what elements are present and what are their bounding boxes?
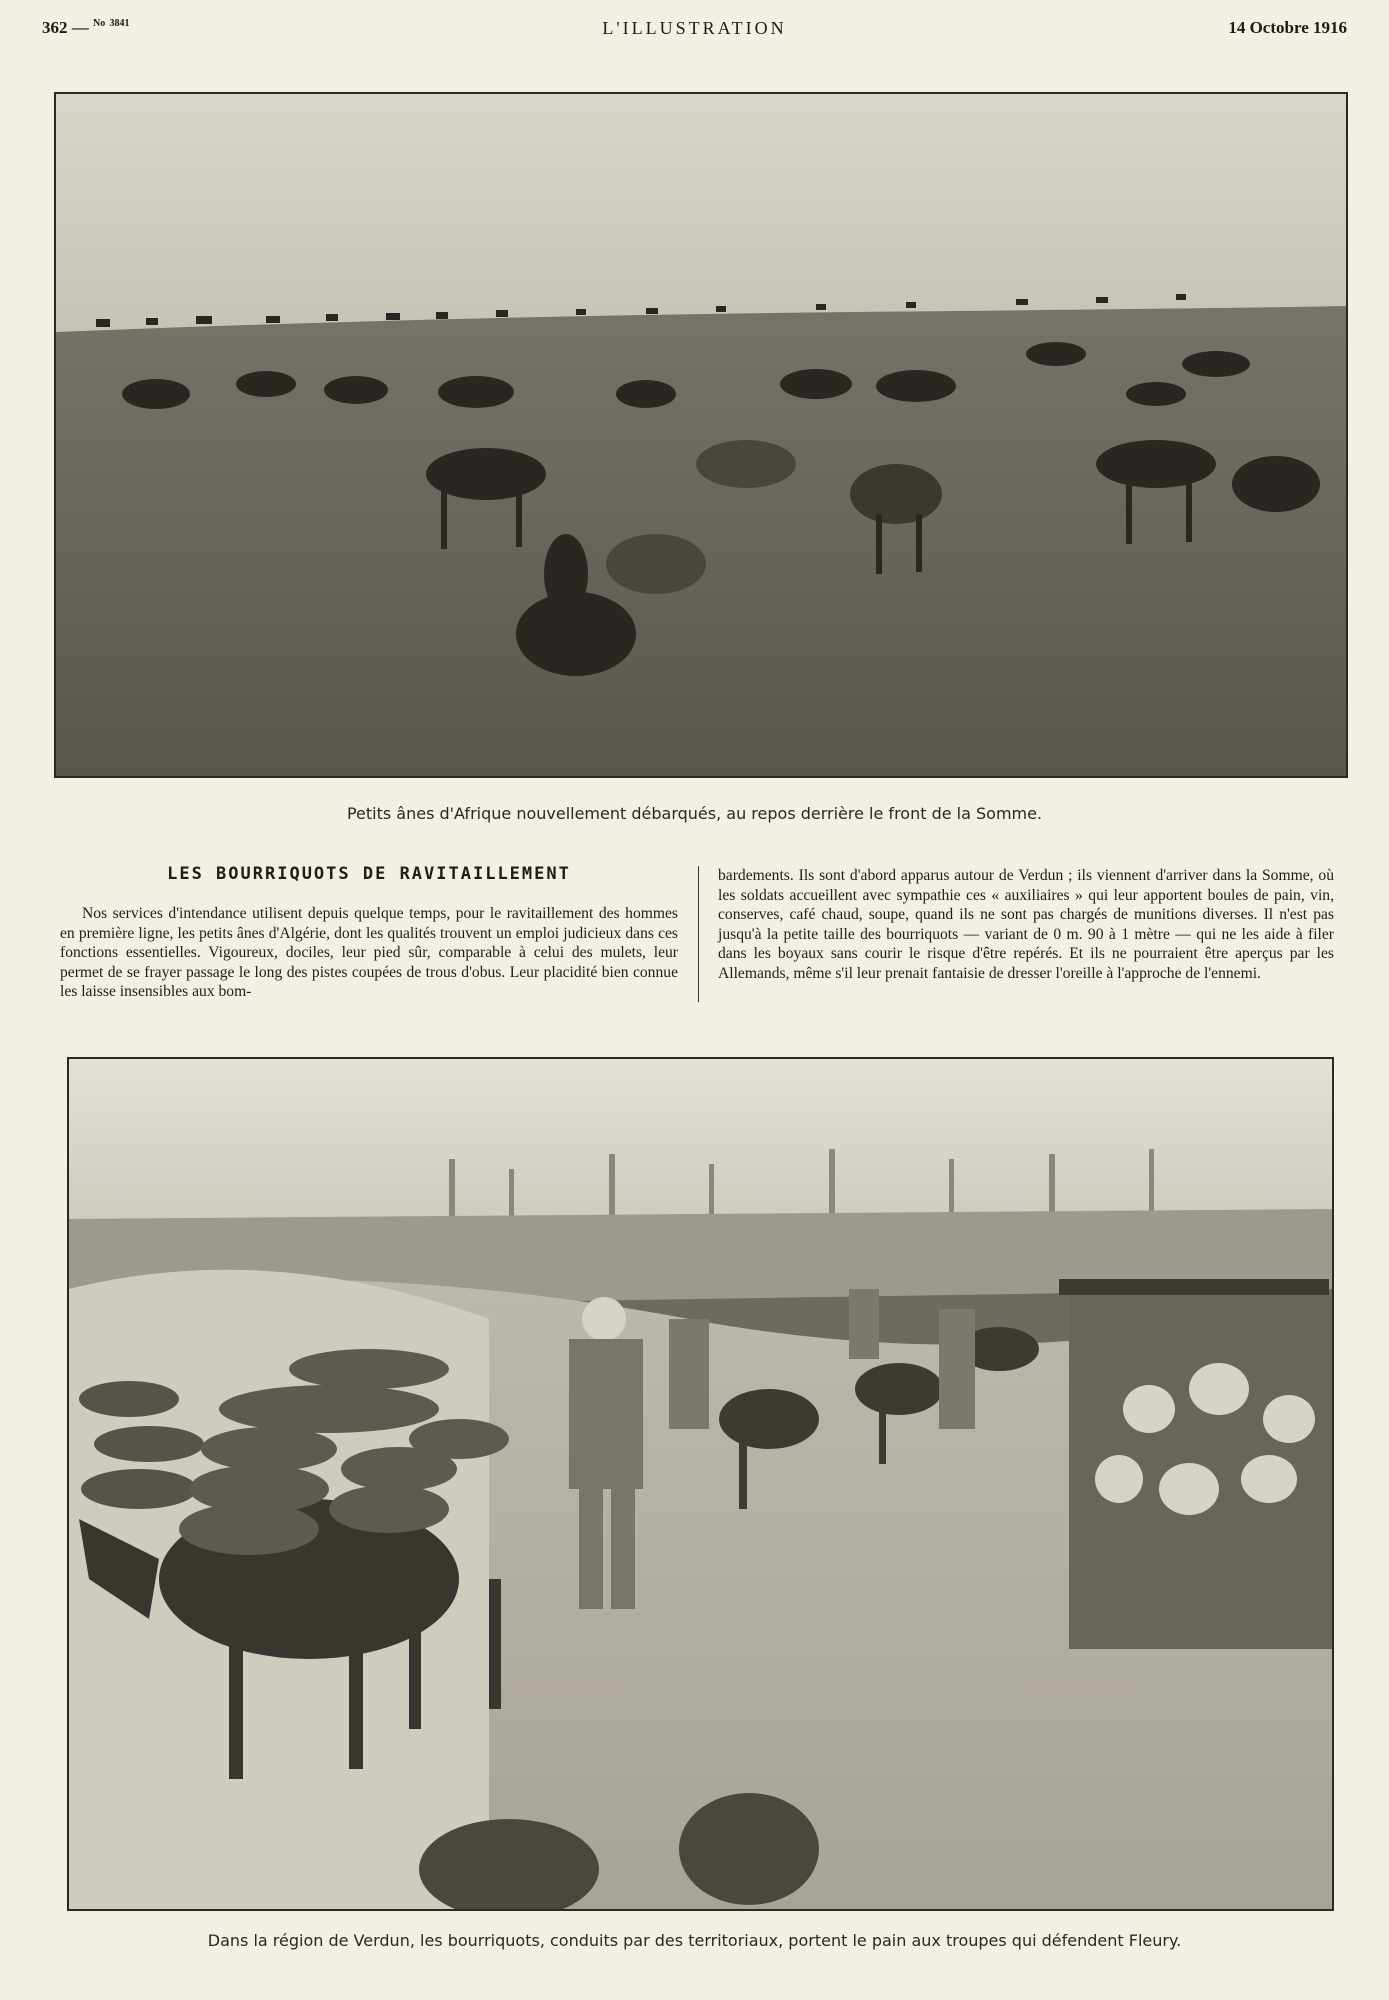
publication-title: L'ILLUSTRATION bbox=[602, 18, 787, 38]
photo-donkeys-grazing bbox=[54, 92, 1348, 778]
page-header bbox=[42, 18, 1347, 48]
photo-donkeys-carrying-bread bbox=[67, 1057, 1334, 1911]
issue-date: 14 Octobre 1916 bbox=[1228, 18, 1347, 37]
photo1-caption: Petits ânes d'Afrique nouvellement débarqués, au repos derrière le front de la Somme. bbox=[346, 804, 1043, 823]
article-title: LES BOURRIQUOTS DE RAVITAILLEMENT bbox=[167, 864, 571, 884]
photo2-caption: Dans la région de Verdun, les bourriquots, conduits par des territoriaux, portent le pain aux troupes qui défendent Fleury. bbox=[207, 1931, 1182, 1950]
article-column-2: bardements. Ils sont d'abord apparus autour de Verdun ; ils viennent d'arriver dans la Somme, où les soldats accueillent avec sympathie ces « auxiliaires » qui leur apportent boules de pain, vin, conserves, café chaud, soupe, quand ils ne sont pas chargés de munitions diverses. Il n'est pas jusqu'à la petite taille des bourriquots — variant de 0 m. 90 à 1 mètre — qui ne les aide à filer dans les boyaux sans courir le risque d'être repérés. Et ils ne pourraient être aperçus par les Allemands, même s'il leur prenait fantaisie de dresser l'oreille à l'approche de l'ennemi. bbox=[718, 867, 1334, 982]
article-column-1: Nos services d'intendance utilisent depuis quelque temps, pour le ravitaillement des hommes en première ligne, les petits ânes d'Algérie, dont les qualités trouvent un emploi judicieux dans ces fonctions essentielles. Vigoureux, dociles, leur pied sûr, comparable à celui des mulets, leur permet de se frayer passage le long des pistes coupées de trous d'obus. Leur placidité bien connue les laisse insensibles aux bom- bbox=[60, 905, 678, 1001]
column-divider bbox=[698, 866, 699, 1002]
page-number-issue: 362 — $^{No}$ $^{3841}$ bbox=[42, 18, 130, 37]
